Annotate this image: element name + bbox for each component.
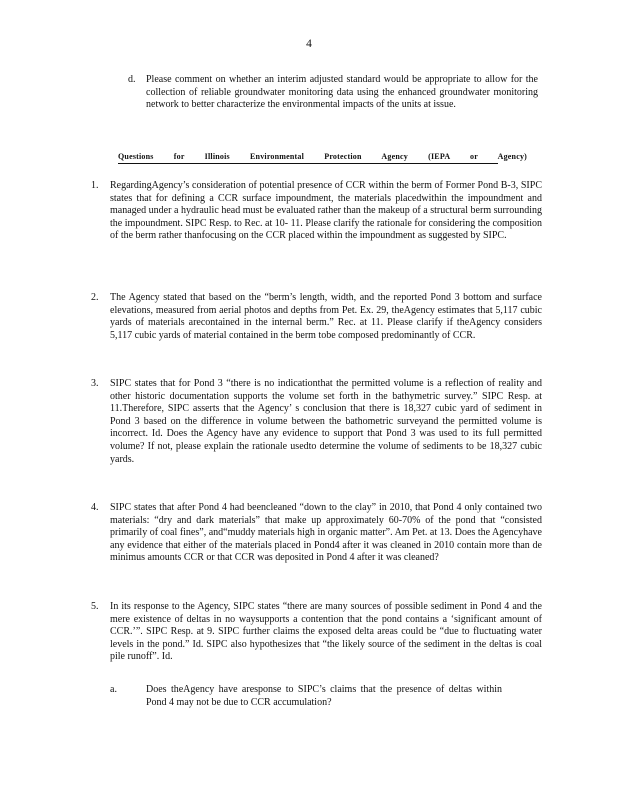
section-heading: Questions for Illinois Environmental Protection Agency (IEPA or Agency) — [118, 152, 498, 164]
sub-item-a-text: Does theAgency have aresponse to SIPC’s claims that the presence of deltas within Pond 4 may not be due to CCR accumulation? — [146, 684, 502, 708]
sub-item-a-marker: a. — [110, 684, 117, 695]
item-d-marker: d. — [128, 74, 136, 85]
item-d-text: Please comment on whether an interim adjusted standard would be appropriate to allow for the collection of reliable groundwater monitoring data using the enhanced groundwater monitoring network to better characterize the environmental impacts of the units at issue. — [146, 74, 538, 111]
question-1-text: RegardingAgency’s consideration of potential presence of CCR within the berm of Former Pond B-3, SIPC states that for defining a CCR surface impoundment, the materials placedwithin the impoundment and managed under a hydraulic head must be evaluated rather than the makeup of a structural berm surrounding the impoundment. SIPC Resp. to Rec. at 10- 11. Please clarify the rationale for considering the composition of the berm rather thanfocusing on the CCR placed within the impoundment as suggested by SIPC. — [110, 180, 542, 242]
question-2-marker: 2. — [91, 292, 99, 303]
question-4-marker: 4. — [91, 502, 99, 513]
question-2-text: The Agency stated that based on the “berm’s length, width, and the reported Pond 3 bottom and surface elevations, measured from aerial photos and depths from Pet. Ex. 29, theAgency estimates that 5,117 cubic yards of materials arecontained in the internal berm.” Rec. at 11. Please clarify if theAgency considers 5,117 cubic yards of material contained in the berm tobe composed predominantly of CCR. — [110, 292, 542, 341]
question-3-text: SIPC states that for Pond 3 “there is no indicationthat the permitted volume is a reflection of reality and other historic documentation supports the volume set forth in the bathymetric survey.” SIPC Resp. at 11.Therefore, SIPC asserts that the Agency’ s conclusion that there is 18,327 cubic yard of sediment in Pond 3 based on the difference in volume between the bathometric surveyand the permitted volume is incorrect. Id. Does the Agency have any evidence to support that Pond 3 was used to its full permitted volume? If not, please explain the rationale usedto determine the volume of sediments to be 18,327 cubic yards. — [110, 378, 542, 465]
question-4-text: SIPC states that after Pond 4 had beencleaned “down to the clay” in 2010, that Pond 4 only contained two materials: “dry and dark materials” that make up approximately 60-70% of the pond that “consisted primarily of coal fines”, and“muddy materials high in organic matter”. Am Pet. at 13. Does the Agencyhave any evidence that either of the materials placed in Pond4 after it was cleaned in 2010 contain more than de minimus amounts CCR or that CCR was deposited in Pond 4 after it was cleaned? — [110, 502, 542, 564]
question-5-text: In its response to the Agency, SIPC states “there are many sources of possible sediment in Pond 4 and the mere existence of deltas in no waysupports a contention that the pond contains a ‘significant amount of CCR.’”. SIPC Resp. at 9. SIPC further claims the exposed delta areas could be “due to fluctuating water levels in the pond.” Id. SIPC also hypothesizes that “the likely source of the sediment in the deltas is coal pile runoff”. Id. — [110, 601, 542, 663]
question-1-marker: 1. — [91, 180, 99, 191]
page-number: 4 — [306, 38, 312, 50]
question-5-marker: 5. — [91, 601, 99, 612]
question-3-marker: 3. — [91, 378, 99, 389]
